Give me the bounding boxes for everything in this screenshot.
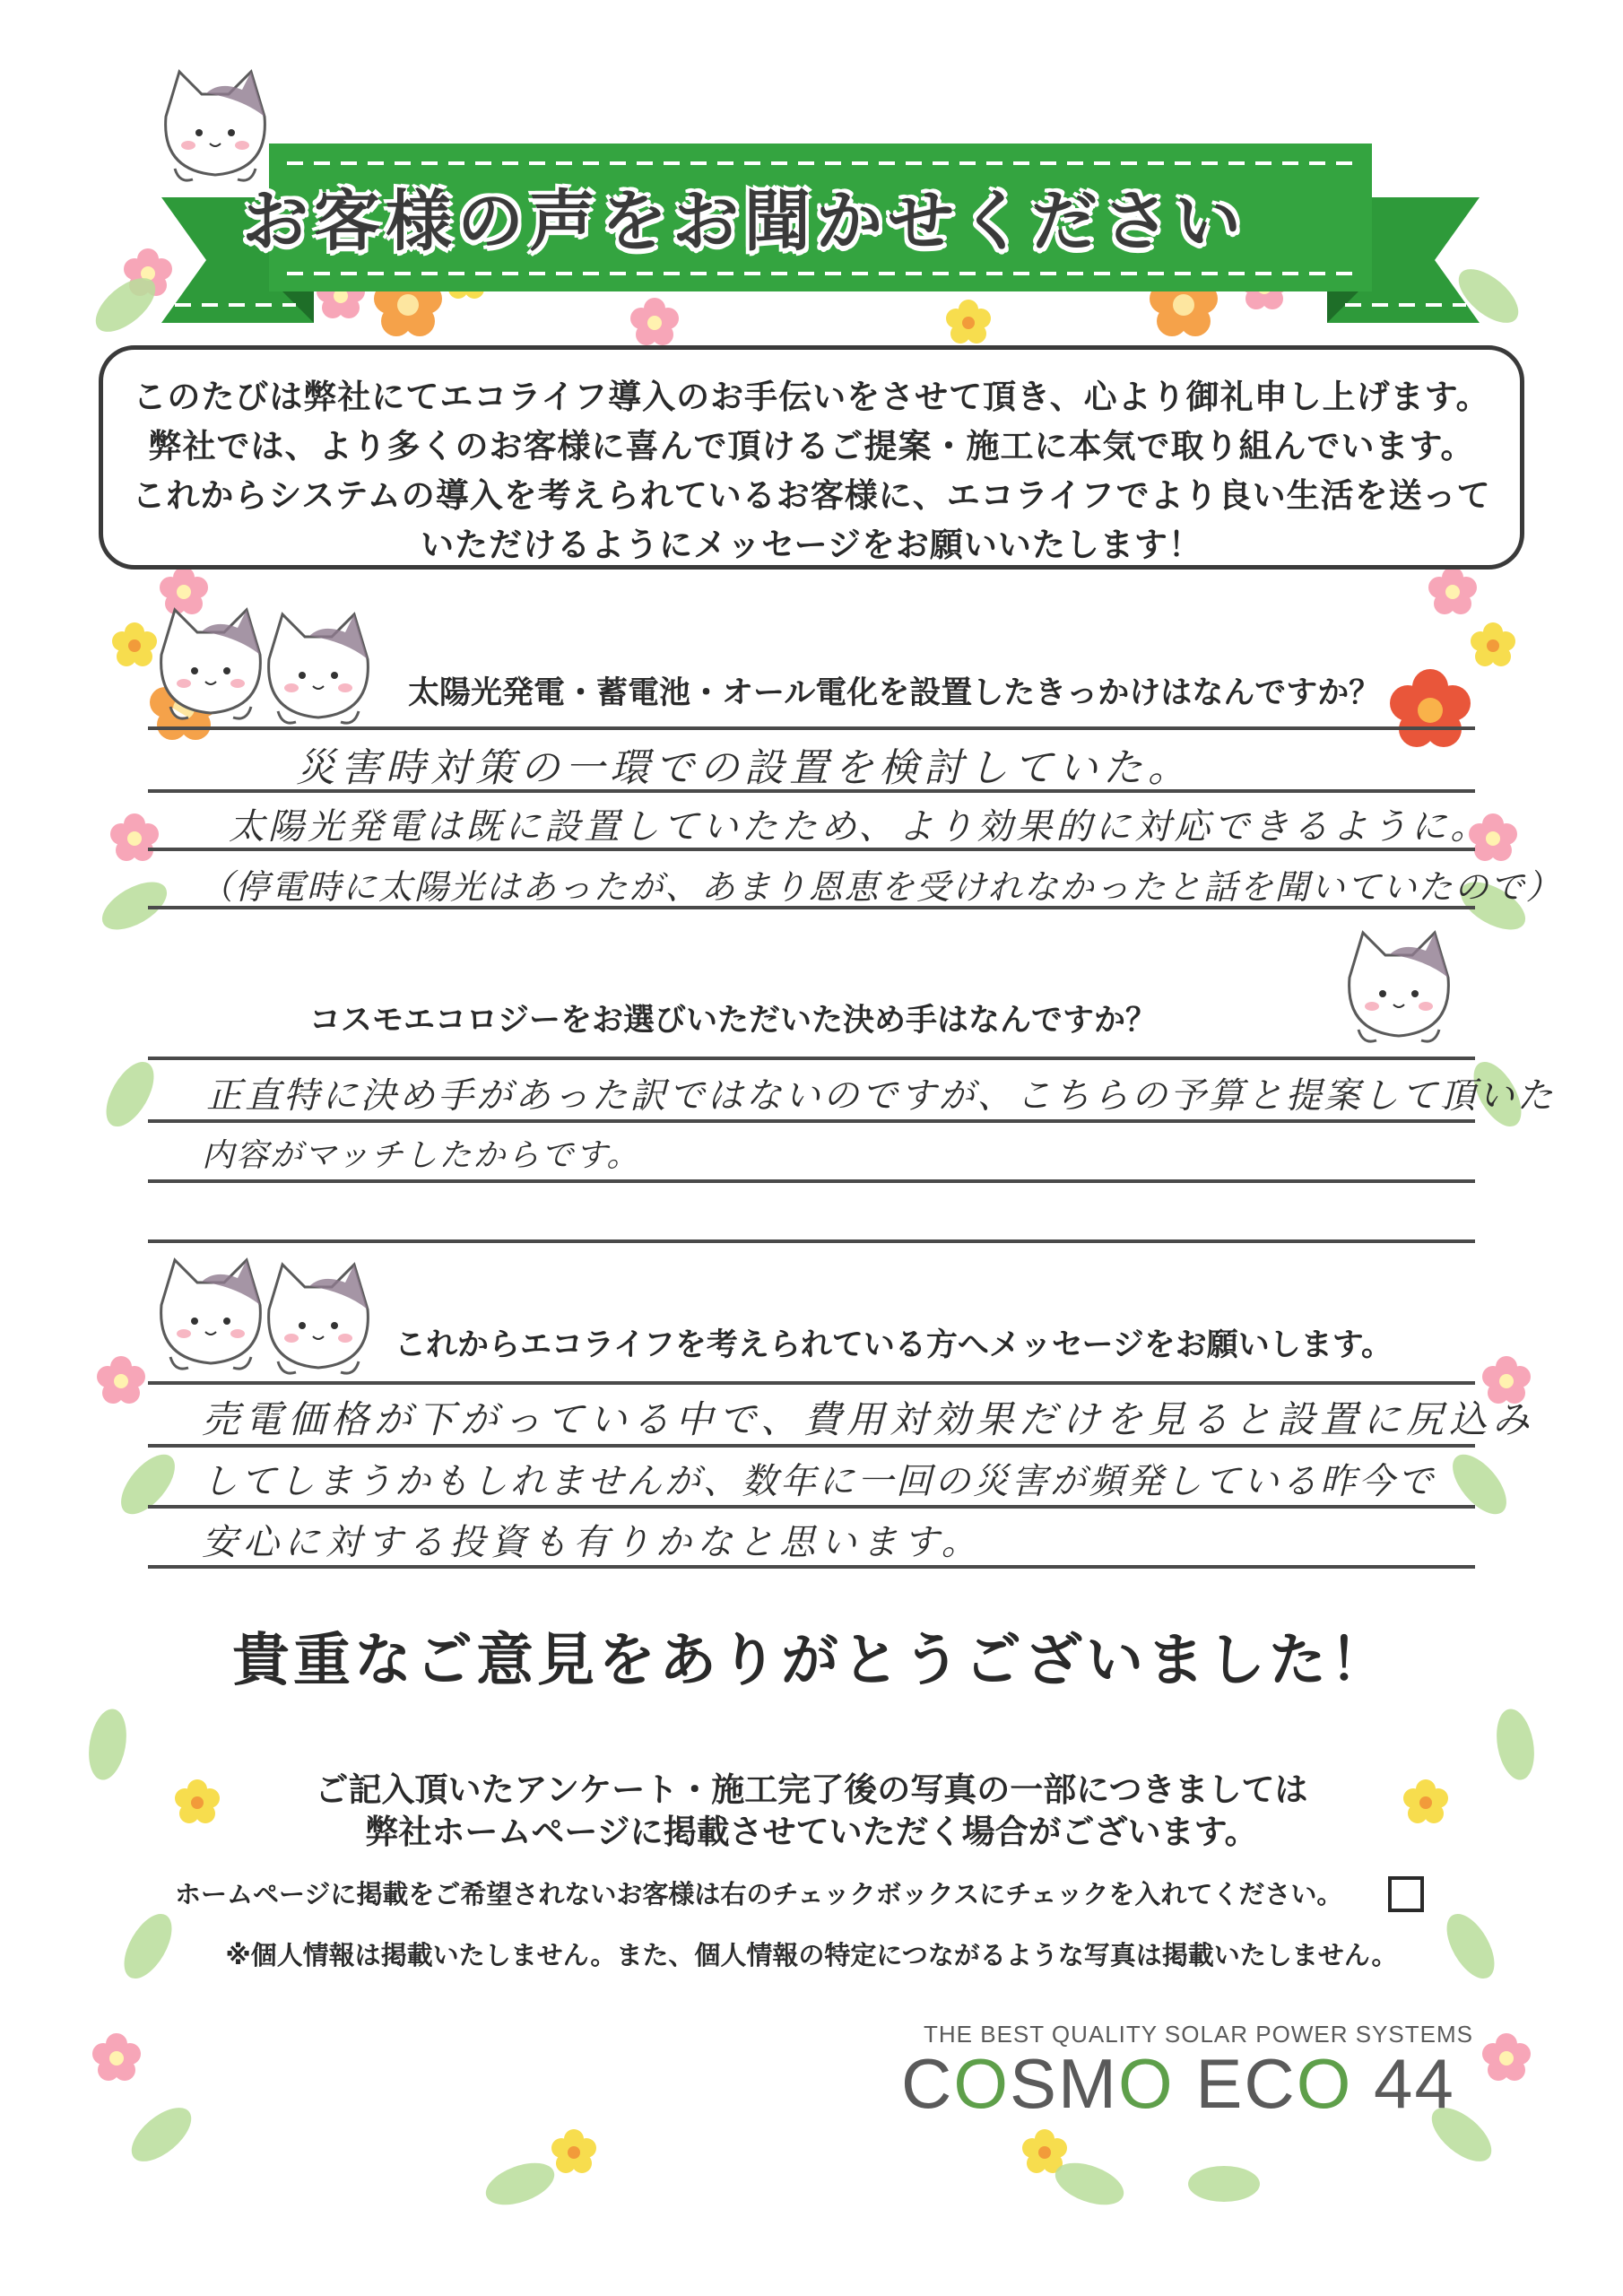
q3-answer-line-3: 安心に対する投資も有りかなと思います。	[202, 1522, 983, 1563]
logo-tagline: THE BEST QUALITY SOLAR POWER SYSTEMS	[924, 2021, 1473, 2048]
privacy-notice: ※個人情報は掲載いたしません。また、個人情報の特定につながるような写真は掲載いたしません。	[225, 1940, 1398, 1970]
answer-line	[148, 1057, 1475, 1060]
answer-line	[148, 726, 1475, 730]
answer-line	[148, 848, 1475, 851]
q1-answer-line-2: 太陽光発電は既に設置していたため、より効果的に対応できるように。	[229, 806, 1490, 848]
q3-answer-line-1: 売電価格が下がっている中で、費用対効果だけを見ると設置に尻込み	[202, 1397, 1536, 1441]
answer-line	[148, 1239, 1475, 1243]
publication-notice-line-1: ご記入頂いたアンケート・施工完了後の写真の一部につきましては	[315, 1770, 1308, 1809]
thank-you-heading: 貴重なご意見をありがとうございました！	[232, 1628, 1391, 1694]
answer-line	[148, 1179, 1475, 1183]
question-1-heading: 太陽光発電・蓄電池・オール電化を設置したきっかけはなんですか？	[408, 675, 1381, 711]
intro-line: このたびは弊社にてエコライフ導入のお手伝いをさせて頂き、心より御礼申し上げます。	[133, 378, 1490, 416]
intro-line: 弊社では、より多くのお客様に喜んで頂けるご提案・施工に本気で取り組んでいます。	[148, 427, 1475, 465]
q3-answer-line-2: してしまうかもしれませんが、数年に一回の災害が頻発している昨今で	[202, 1461, 1436, 1502]
q2-answer-line-2: 内容がマッチしたからです。	[202, 1137, 641, 1174]
page-title: お客様の声をお聞かせください	[242, 183, 1246, 260]
publication-notice-line-2: 弊社ホームページに掲載させていただく場合がございます。	[365, 1813, 1258, 1851]
opt-out-instruction: ホームページに掲載をご希望されないお客様は右のチェックボックスにチェックを入れてください。	[175, 1879, 1343, 1909]
intro-line: いただけるようにメッセージをお願いいたします！	[421, 526, 1202, 564]
answer-line	[148, 1119, 1475, 1123]
question-3-heading: これからエコライフを考えられている方へメッセージをお願いします。	[395, 1327, 1393, 1363]
intro-line: これからシステムの導入を考えられているお客様に、エコライフでより良い生活を送って	[132, 476, 1491, 515]
answer-line	[148, 1381, 1475, 1385]
q1-answer-line-3: （停電時に太陽光はあったが、あまり恩恵を受けれなかったと話を聞いていたので）	[199, 867, 1562, 907]
question-2-heading: コスモエコロジーをお選びいただいた決め手はなんですか？	[309, 1003, 1158, 1039]
answer-line	[148, 1565, 1475, 1569]
q1-answer-line-1: 災害時対策の一環での設置を検討していた。	[296, 745, 1193, 791]
answer-line	[148, 1444, 1475, 1448]
answer-line	[148, 789, 1475, 793]
opt-out-checkbox[interactable]	[1388, 1876, 1424, 1912]
answer-line	[148, 906, 1475, 909]
company-logo: COSMO ECO 44	[901, 2044, 1455, 2123]
intro-message-box	[99, 345, 1524, 570]
q2-answer-line-1: 正直特に決め手があった訳ではないのですが、こちらの予算と提案して頂いた	[206, 1075, 1556, 1117]
answer-line	[148, 1505, 1475, 1509]
